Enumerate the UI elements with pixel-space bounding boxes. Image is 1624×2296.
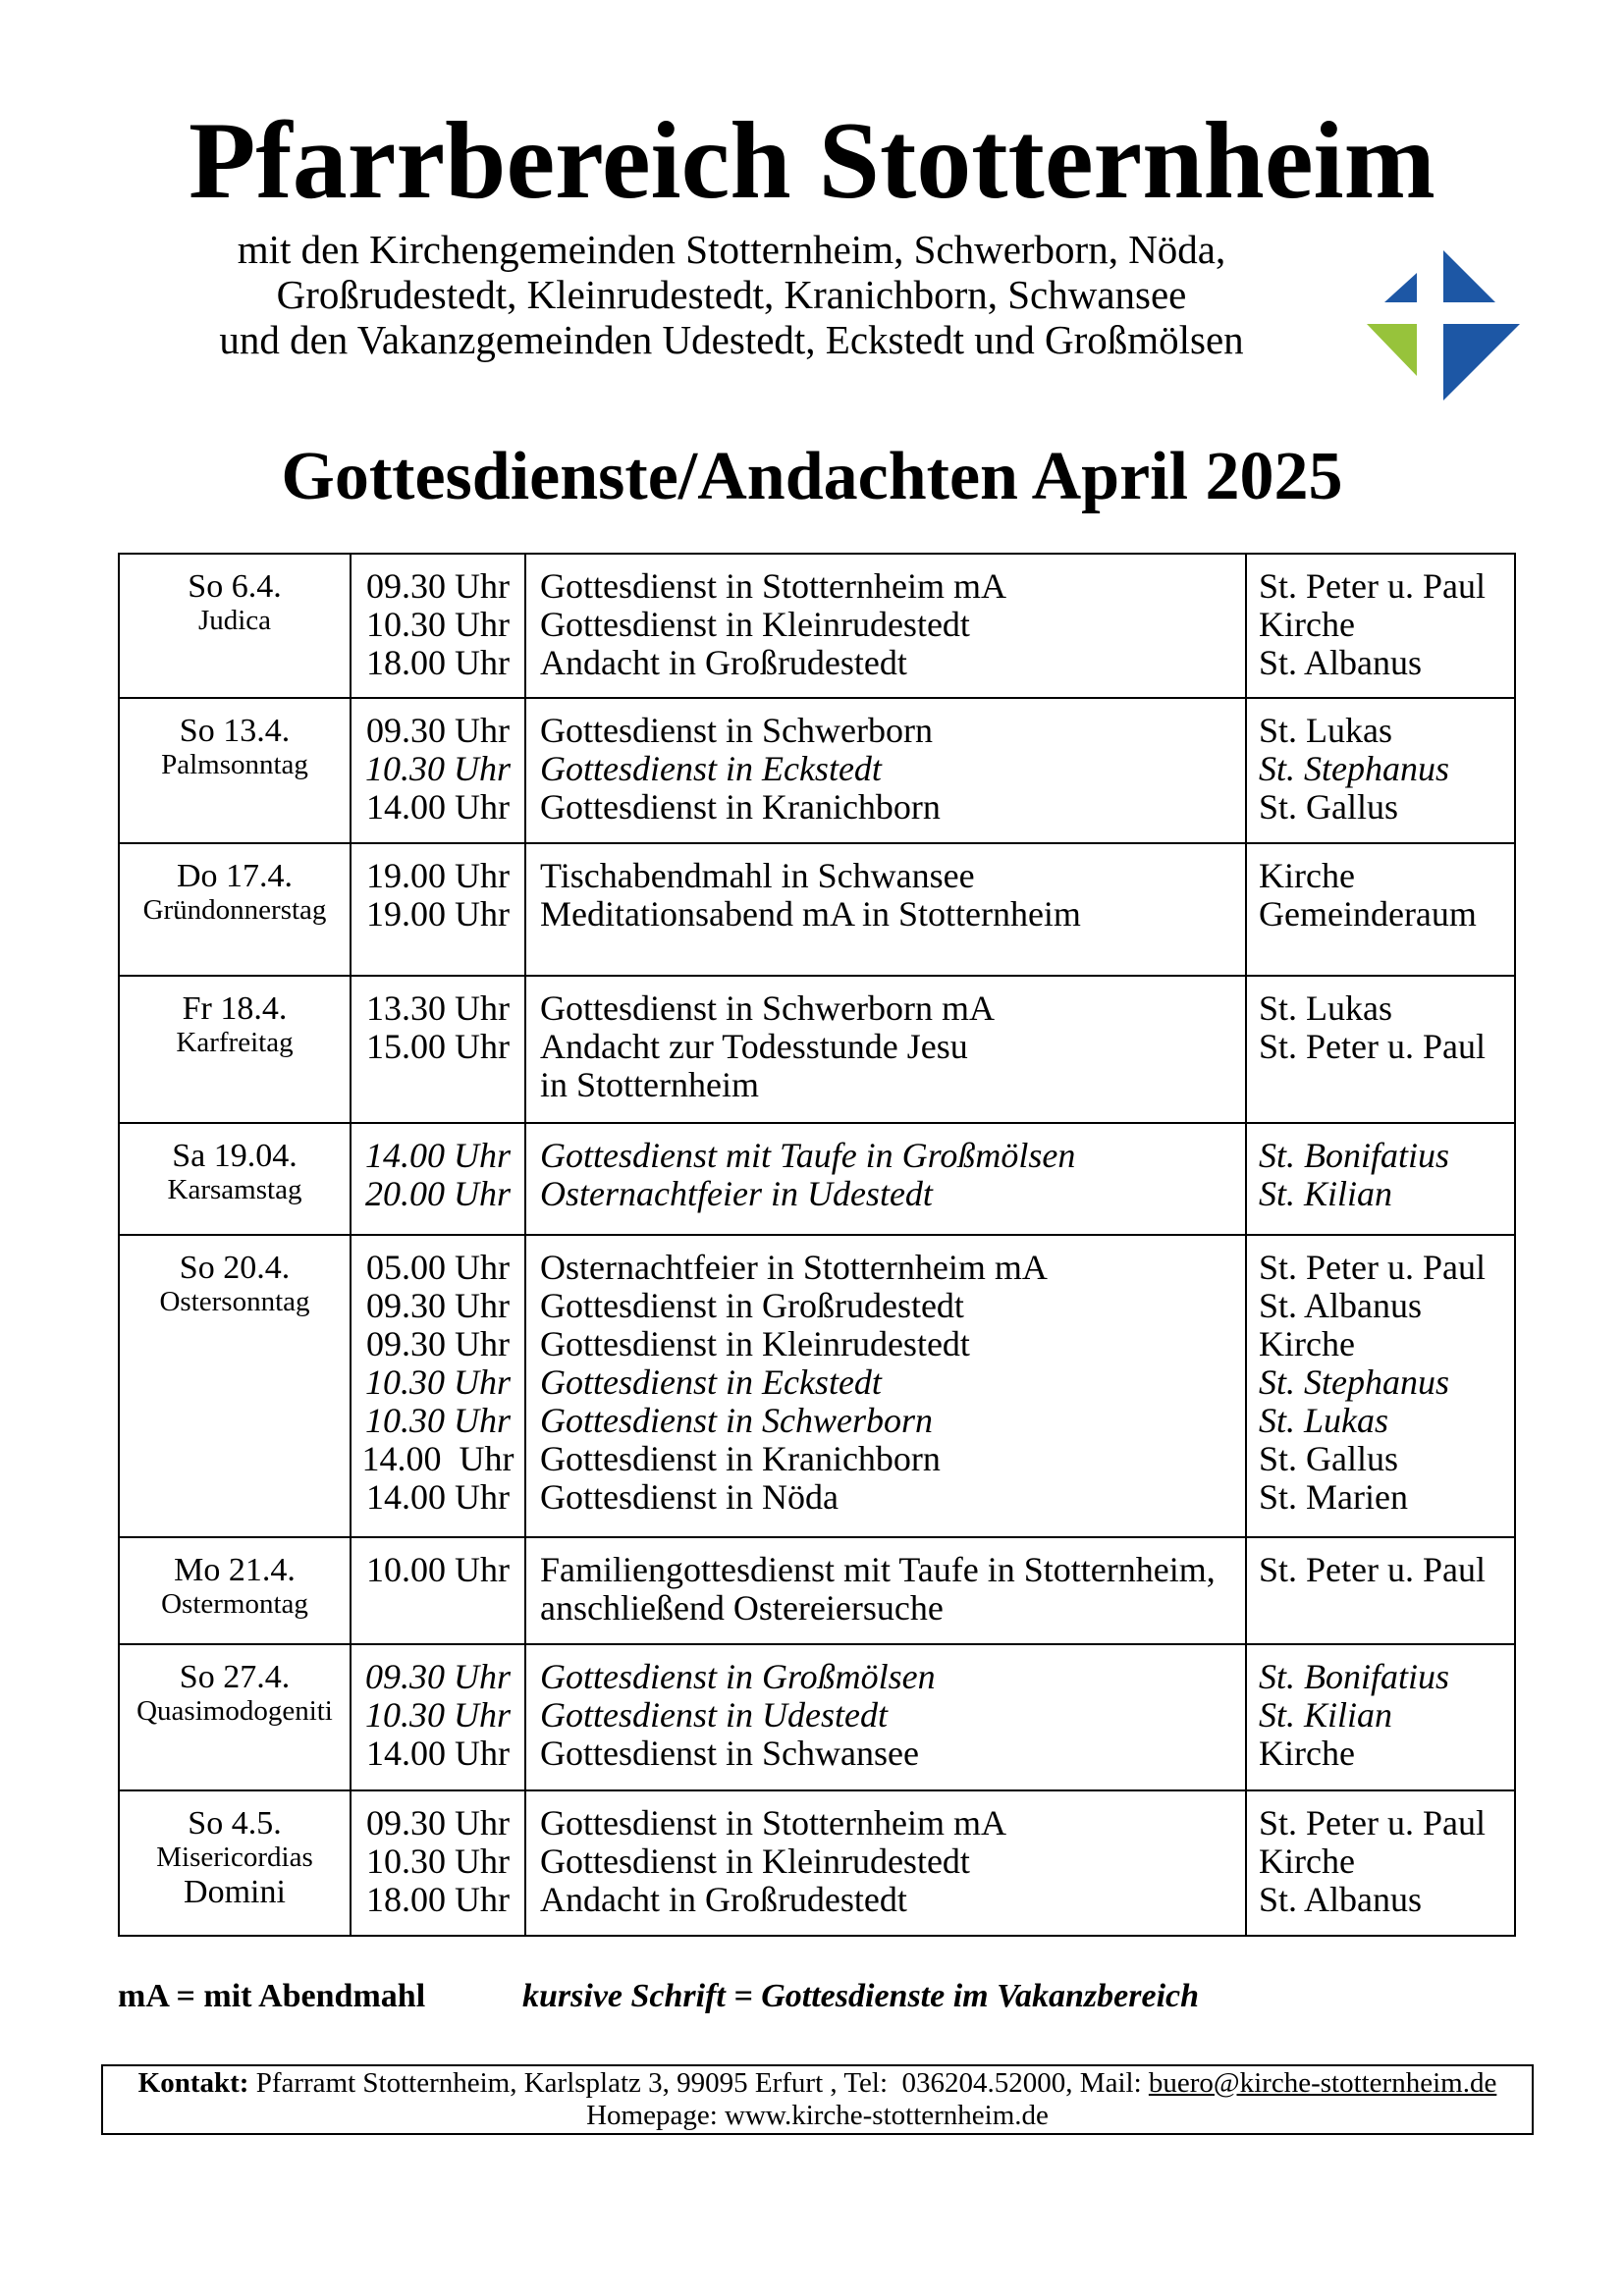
- time-cell: [350, 1645, 524, 1789]
- description-cell: [524, 1538, 1245, 1643]
- service-date: So 4.5.: [188, 1805, 282, 1842]
- service-date: Mo 21.4.: [174, 1552, 296, 1588]
- service-location: Kirche: [1259, 856, 1355, 895]
- description-cell: [524, 699, 1245, 842]
- service-location: St. Marien: [1259, 1477, 1408, 1517]
- location-cell: [1245, 1236, 1514, 1536]
- time-cell: [350, 699, 524, 842]
- contact-address: Pfarramt Stotternheim, Karlsplatz 3, 99095 Erfurt , Tel: 036204.52000, Mail:: [255, 2067, 1142, 2099]
- time-cell: [350, 1236, 524, 1536]
- description-cell: [524, 1791, 1245, 1935]
- date-cell: [120, 1124, 350, 1234]
- service-description: Gottesdienst in Kleinrudestedt: [540, 1324, 970, 1363]
- logo-bottom-left-triangle: [1367, 324, 1417, 376]
- liturgical-day: Domini: [184, 1874, 286, 1910]
- service-time: 18.00 Uhr: [366, 1880, 510, 1919]
- service-date: Do 17.4.: [176, 858, 294, 894]
- service-description: Gottesdienst in Kranichborn: [540, 1439, 941, 1478]
- description-cell: [524, 1124, 1245, 1234]
- description-cell: [524, 977, 1245, 1122]
- time-cell: [350, 555, 524, 697]
- service-location: St. Peter u. Paul: [1259, 1803, 1486, 1842]
- service-description: Gottesdienst in Stotternheim mA: [540, 566, 1006, 606]
- service-time: 10.30 Uhr: [364, 1362, 511, 1402]
- service-time: 14.00 Uhr: [364, 1136, 511, 1175]
- subtitle-line: Großrudestedt, Kleinrudestedt, Kranichborn, Schwansee: [276, 272, 1187, 317]
- schedule-heading: Gottesdienste/Andachten April 2025: [281, 439, 1343, 514]
- service-time: 09.30 Uhr: [364, 1657, 511, 1696]
- service-time: 10.30 Uhr: [364, 1401, 511, 1440]
- time-cell: [350, 1124, 524, 1234]
- date-cell: [120, 699, 350, 842]
- service-location: Kirche: [1259, 1324, 1355, 1363]
- service-description: Gottesdienst in Stotternheim mA: [540, 1803, 1006, 1842]
- service-date: So 20.4.: [179, 1250, 291, 1286]
- service-description: Familiengottesdienst mit Taufe in Stotternheim, anschließend Ostereiersuche: [540, 1550, 1216, 1628]
- service-time: 10.30 Uhr: [364, 1695, 511, 1735]
- service-description: Andacht in Großrudestedt: [540, 643, 907, 682]
- schedule-row: [120, 1789, 1514, 1935]
- service-description: Gottesdienst in Schwansee: [540, 1734, 919, 1773]
- homepage-line: Homepage: www.kirche-stotternheim.de: [586, 2100, 1049, 2131]
- service-description: Gottesdienst in Eckstedt: [540, 749, 882, 788]
- service-time: 09.30 Uhr: [366, 1803, 510, 1842]
- location-cell: [1245, 699, 1514, 842]
- service-description: Osternachtfeier in Stotternheim mA: [540, 1248, 1048, 1287]
- schedule-row: [120, 842, 1514, 975]
- service-time: 09.30 Uhr: [366, 566, 510, 606]
- service-location: St. Stephanus: [1259, 749, 1449, 788]
- logo-bottom-right-triangle: [1443, 324, 1520, 400]
- time-cell: [350, 1538, 524, 1643]
- description-cell: [524, 844, 1245, 975]
- date-cell: [120, 977, 350, 1122]
- service-time: 18.00 Uhr: [366, 643, 510, 682]
- service-location: St. Bonifatius: [1259, 1136, 1450, 1175]
- schedule-row: [120, 1536, 1514, 1643]
- service-time: 13.30 Uhr: [366, 988, 510, 1028]
- service-time: 10.30 Uhr: [366, 1842, 510, 1881]
- service-location: St. Peter u. Paul: [1259, 566, 1486, 606]
- logo-top-right-triangle: [1443, 250, 1495, 302]
- date-cell: [120, 1538, 350, 1643]
- service-location: St. Albanus: [1259, 643, 1423, 682]
- service-description: Osternachtfeier in Udestedt: [540, 1174, 933, 1213]
- service-time: 14.00 Uhr: [366, 1734, 510, 1773]
- service-location: St. Peter u. Paul: [1259, 1027, 1486, 1066]
- contact-line: [103, 2067, 1532, 2100]
- service-location: St. Kilian: [1259, 1174, 1393, 1213]
- service-description: Gottesdienst in Udestedt: [540, 1695, 888, 1735]
- legend-italic-note: kursive Schrift = Gottesdienste im Vakanzbereich: [522, 1978, 1200, 2014]
- date-cell: [120, 1236, 350, 1536]
- service-time: 19.00 Uhr: [366, 856, 510, 895]
- date-cell: [120, 844, 350, 975]
- page-title: Pfarrbereich Stotternheim: [189, 100, 1435, 222]
- service-time: 09.30 Uhr: [366, 1324, 510, 1363]
- service-description: Andacht in Großrudestedt: [540, 1880, 907, 1919]
- service-location: St. Bonifatius: [1259, 1657, 1450, 1696]
- service-time: 14.00 Uhr: [366, 787, 510, 827]
- service-location: St. Gallus: [1259, 787, 1399, 827]
- time-cell: [350, 1791, 524, 1935]
- location-cell: [1245, 1791, 1514, 1935]
- location-cell: [1245, 977, 1514, 1122]
- contact-box: [101, 2064, 1534, 2135]
- date-cell: [120, 1791, 350, 1935]
- service-description: Meditationsabend mA in Stotternheim: [540, 894, 1081, 934]
- service-location: St. Gallus: [1259, 1439, 1399, 1478]
- time-cell: [350, 977, 524, 1122]
- schedule-row: [120, 697, 1514, 842]
- service-time: 10.30 Uhr: [364, 749, 511, 788]
- service-description: Gottesdienst in Großrudestedt: [540, 1286, 964, 1325]
- liturgical-day: Karfreitag: [176, 1027, 294, 1058]
- location-cell: [1245, 555, 1514, 697]
- schedule-row: [120, 553, 1514, 697]
- schedule-row: [120, 1122, 1514, 1234]
- service-date: Fr 18.4.: [182, 990, 288, 1027]
- service-location: St. Albanus: [1259, 1880, 1423, 1919]
- service-location: St. Albanus: [1259, 1286, 1423, 1325]
- service-description: Gottesdienst in Kleinrudestedt: [540, 1842, 970, 1881]
- subtitle-line: und den Vakanzgemeinden Udestedt, Eckstedt und Großmölsen: [219, 317, 1244, 362]
- service-location: St. Kilian: [1259, 1695, 1393, 1735]
- service-time: 09.30 Uhr: [366, 1286, 510, 1325]
- service-time: 05.00 Uhr: [366, 1248, 510, 1287]
- service-description: Gottesdienst in Schwerborn: [540, 1401, 933, 1440]
- description-cell: [524, 1236, 1245, 1536]
- logo-top-left-triangle: [1384, 273, 1417, 302]
- service-date: Sa 19.04.: [172, 1138, 298, 1174]
- schedule-table: [118, 553, 1516, 1937]
- legend-abbreviation: mA = mit Abendmahl: [118, 1978, 426, 2014]
- service-date: So 27.4.: [179, 1659, 291, 1695]
- liturgical-day: Gründonnerstag: [142, 894, 327, 926]
- date-cell: [120, 555, 350, 697]
- liturgical-day: Ostersonntag: [159, 1286, 310, 1317]
- service-description: Andacht zur Todesstunde Jesu in Stotternheim: [540, 1027, 968, 1104]
- schedule-row: [120, 975, 1514, 1122]
- liturgical-day: Judica: [197, 605, 272, 636]
- schedule-row: [120, 1234, 1514, 1536]
- service-location: Kirche: [1259, 1734, 1355, 1773]
- service-description: Gottesdienst in Großmölsen: [540, 1657, 936, 1696]
- service-description: Gottesdienst in Eckstedt: [540, 1362, 882, 1402]
- service-location: St. Lukas: [1259, 711, 1393, 750]
- service-location: St. Lukas: [1259, 1401, 1389, 1440]
- date-cell: [120, 1645, 350, 1789]
- liturgical-day: Quasimodogeniti: [136, 1695, 333, 1727]
- service-location: Gemeinderaum: [1259, 894, 1477, 934]
- service-time: 15.00 Uhr: [366, 1027, 510, 1066]
- liturgical-day: Karsamstag: [167, 1174, 302, 1205]
- location-cell: [1245, 1124, 1514, 1234]
- service-date: So 13.4.: [179, 713, 291, 749]
- service-description: Gottesdienst in Nöda: [540, 1477, 839, 1517]
- service-time: 09.30 Uhr: [366, 711, 510, 750]
- service-location: St. Stephanus: [1259, 1362, 1449, 1402]
- service-time: 14.00 Uhr: [361, 1439, 514, 1478]
- location-cell: [1245, 1645, 1514, 1789]
- service-location: St. Peter u. Paul: [1259, 1550, 1486, 1589]
- time-cell: [350, 844, 524, 975]
- service-location: Kirche: [1259, 605, 1355, 644]
- service-description: Gottesdienst in Schwerborn mA: [540, 988, 995, 1028]
- subtitle: [0, 227, 1463, 362]
- service-date: So 6.4.: [188, 568, 282, 605]
- service-description: Gottesdienst in Schwerborn: [540, 711, 933, 750]
- description-cell: [524, 1645, 1245, 1789]
- service-time: 14.00 Uhr: [366, 1477, 510, 1517]
- liturgical-day: Ostermontag: [161, 1588, 308, 1620]
- service-description: Gottesdienst in Kranichborn: [540, 787, 941, 827]
- cross-logo-icon: [1355, 240, 1532, 412]
- liturgical-day: Misericordias: [156, 1842, 313, 1873]
- schedule-row: [120, 1643, 1514, 1789]
- service-description: Gottesdienst mit Taufe in Großmölsen: [540, 1136, 1076, 1175]
- location-cell: [1245, 844, 1514, 975]
- subtitle-line: mit den Kirchengemeinden Stotternheim, Schwerborn, Nöda,: [237, 227, 1226, 272]
- service-description: Tischabendmahl in Schwansee: [540, 856, 975, 895]
- service-time: 10.00 Uhr: [366, 1550, 510, 1589]
- service-description: Gottesdienst in Kleinrudestedt: [540, 605, 970, 644]
- service-location: St. Peter u. Paul: [1259, 1248, 1486, 1287]
- service-location: Kirche: [1259, 1842, 1355, 1881]
- contact-email-link[interactable]: buero@kirche-stotternheim.de: [1148, 2067, 1497, 2099]
- service-location: St. Lukas: [1259, 988, 1393, 1028]
- service-time: 10.30 Uhr: [366, 605, 510, 644]
- location-cell: [1245, 1538, 1514, 1643]
- liturgical-day: Palmsonntag: [161, 749, 308, 780]
- service-time: 19.00 Uhr: [366, 894, 510, 934]
- description-cell: [524, 555, 1245, 697]
- service-time: 20.00 Uhr: [364, 1174, 511, 1213]
- contact-label: Kontakt:: [137, 2067, 249, 2099]
